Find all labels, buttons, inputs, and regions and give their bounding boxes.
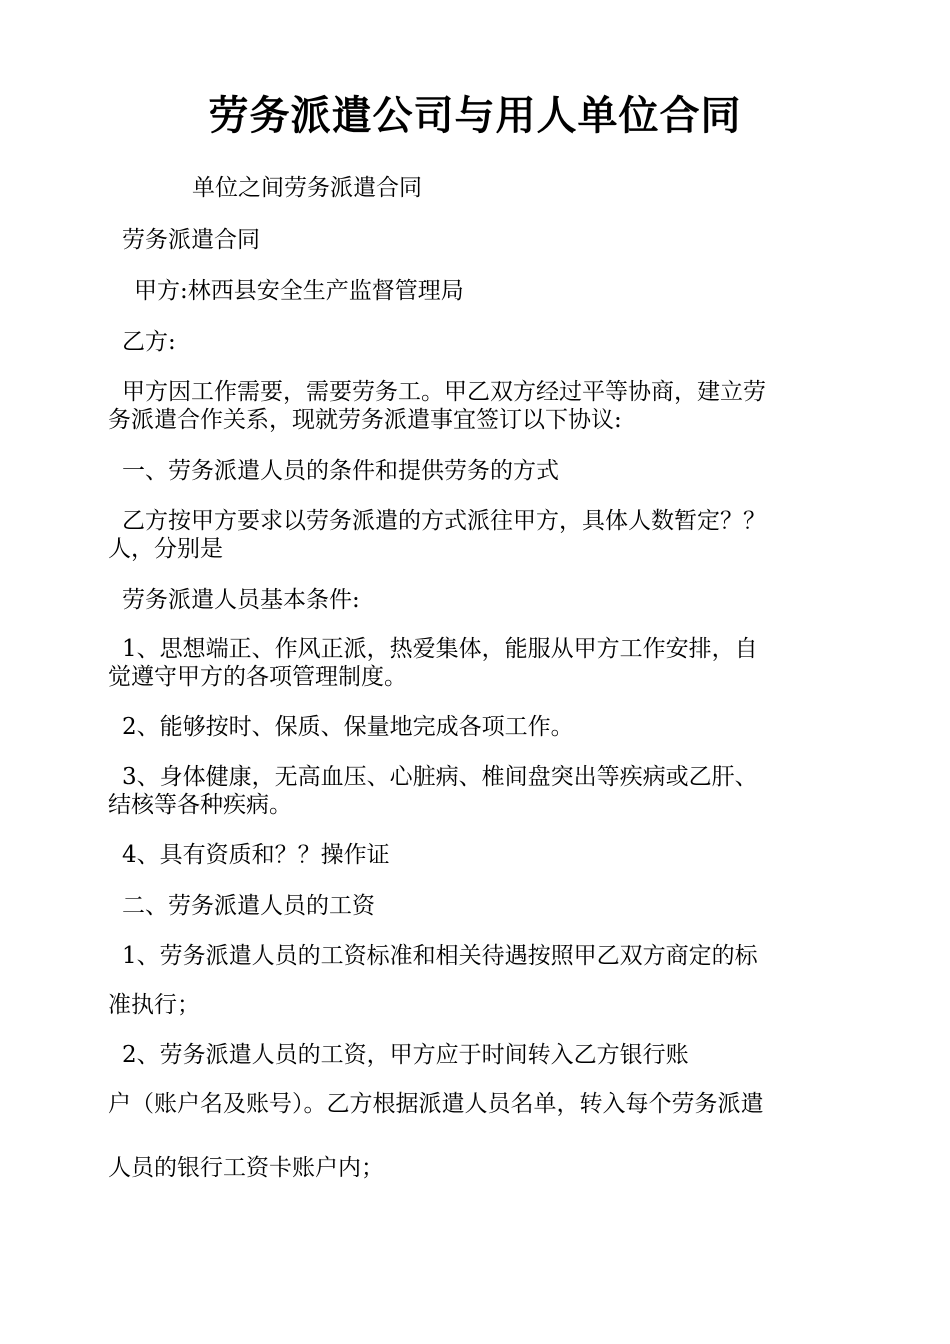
party-b-line: 乙方: <box>122 329 176 355</box>
section-heading-2: 二、劳务派遣人员的工资 <box>122 893 375 919</box>
wage-item-2-line-2: 户（账户名及账号）。乙方根据派遣人员名单，转入每个劳务派遣 <box>108 1091 764 1117</box>
section-heading-1: 一、劳务派遣人员的条件和提供劳务的方式 <box>122 458 559 484</box>
party-a-line: 甲方:林西县安全生产监督管理局 <box>134 278 464 304</box>
contract-heading: 劳务派遣合同 <box>122 227 260 253</box>
condition-3-line-1: 3、身体健康，无高血压、心脏病、椎间盘突出等疾病或乙肝、 <box>122 764 758 790</box>
condition-1-line-1: 1、思想端正、作风正派，热爱集体，能服从甲方工作安排，自 <box>122 636 758 662</box>
wage-item-2-line-3: 人员的银行工资卡账户内； <box>108 1155 384 1181</box>
wage-item-1-line-2: 准执行； <box>108 992 200 1018</box>
condition-4: 4、具有资质和？？操作证 <box>122 842 390 868</box>
document-title: 劳务派遣公司与用人单位合同 <box>208 92 742 139</box>
intro-paragraph-line-2: 务派遣合作关系，现就劳务派遣事宜签订以下协议: <box>108 407 622 433</box>
dispatch-paragraph-line-2: 人，分别是 <box>108 536 223 562</box>
dispatch-paragraph-line-1: 乙方按甲方要求以劳务派遣的方式派往甲方，具体人数暂定？？ <box>122 508 766 534</box>
basic-conditions-heading: 劳务派遣人员基本条件: <box>122 587 360 613</box>
subtitle-line: 单位之间劳务派遣合同 <box>192 175 422 201</box>
condition-1-line-2: 觉遵守甲方的各项管理制度。 <box>108 664 407 690</box>
condition-3-line-2: 结核等各种疾病。 <box>108 792 292 818</box>
wage-item-2-line-1: 2、劳务派遣人员的工资，甲方应于时间转入乙方银行账 <box>122 1042 689 1068</box>
wage-item-1-line-1: 1、劳务派遣人员的工资标准和相关待遇按照甲乙双方商定的标 <box>122 943 758 969</box>
intro-paragraph-line-1: 甲方因工作需要，需要劳务工。甲乙双方经过平等协商，建立劳 <box>122 379 766 405</box>
condition-2: 2、能够按时、保质、保量地完成各项工作。 <box>122 714 574 740</box>
